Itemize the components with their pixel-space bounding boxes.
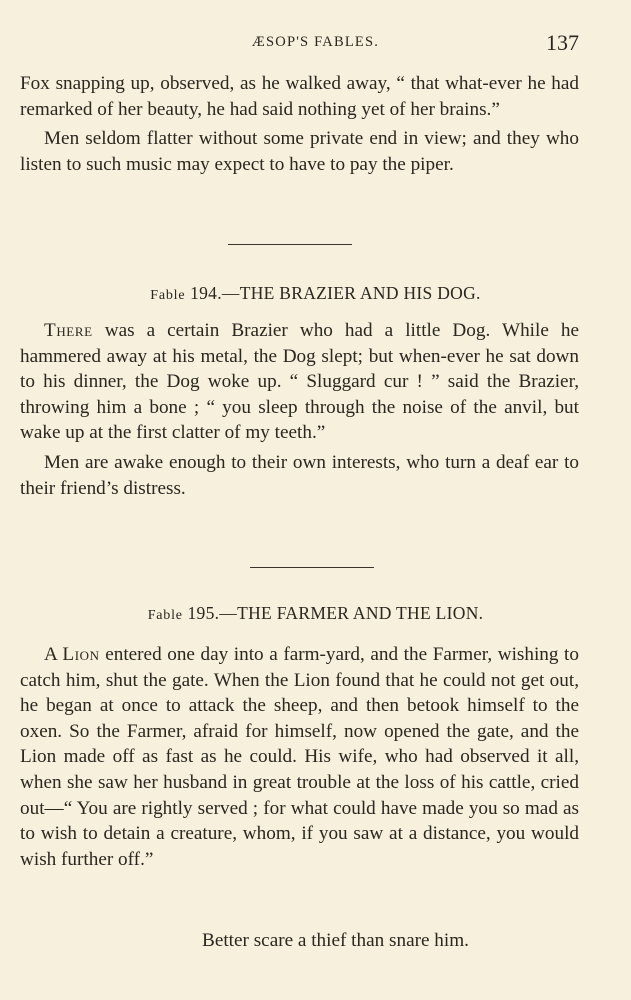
fable-195-moral: Better scare a thief than snare him. xyxy=(202,930,469,951)
previous-fable-ending xyxy=(20,71,579,177)
fable-194-moral: Men are awake enough to their own interests, who turn a deaf ear to their friend’s distress. xyxy=(20,451,579,499)
fable-194-body xyxy=(20,318,579,446)
fable-194-text xyxy=(20,318,579,501)
fable-195-text xyxy=(20,642,579,872)
section-divider xyxy=(228,244,352,245)
previous-fable-continuation: Fox snapping up, observed, as he walked away, “ that what-ever he had remarked of her beauty, he had said nothing yet of her brains.” xyxy=(20,73,579,120)
fable-195-first-letter: A xyxy=(44,644,57,665)
fable-194-body-rest: was a certain Brazier who had a little Dog. While he hammered away at his metal, the Dog slept; but when-ever he sat down to his dinner, the Dog woke up. “ Sluggard cur ! ” said the Brazier, throwing him a bone ; “ you sleep through the noise of the anvil, but wake up at the first clatter of my teeth.” xyxy=(20,320,579,444)
fable-194-first-word: There xyxy=(44,320,93,341)
section-divider xyxy=(250,567,374,568)
previous-fable-moral: Men seldom flatter without some private end in view; and they who listen to such music may expect to have to pay the piper. xyxy=(20,128,579,175)
fable-194-label: Fable xyxy=(150,288,186,303)
fable-195-label: Fable xyxy=(147,608,183,623)
fable-195-heading xyxy=(0,603,631,624)
fable-194-title: 194.—THE BRAZIER AND HIS DOG. xyxy=(190,283,481,303)
page-number: 137 xyxy=(546,30,579,55)
fable-195-body-rest: entered one day into a farm-yard, and the Farmer, wishing to catch him, shut the gate. When the Lion found that he could not get out, he began at once to attack the sheep, and then betook himself to the oxen. So the Farmer, afraid for himself, now opened the gate, and the Lion made off as fast as he could. His wife, who had observed it all, when she saw her husband in great trouble at the loss of his cattle, cried out—“ You are rightly served ; for what could have made you so mad as to wish to detain a creature, whom, if you saw at a distance, you would wish further off.” xyxy=(20,644,579,870)
running-title: ÆSOP'S FABLES. xyxy=(251,34,380,50)
fable-195-first-word: Lion xyxy=(62,644,100,665)
running-head xyxy=(0,30,631,58)
fable-195-body xyxy=(20,642,579,872)
fable-195-title: 195.—THE FARMER AND THE LION. xyxy=(187,603,484,623)
fable-194-heading xyxy=(0,283,631,304)
